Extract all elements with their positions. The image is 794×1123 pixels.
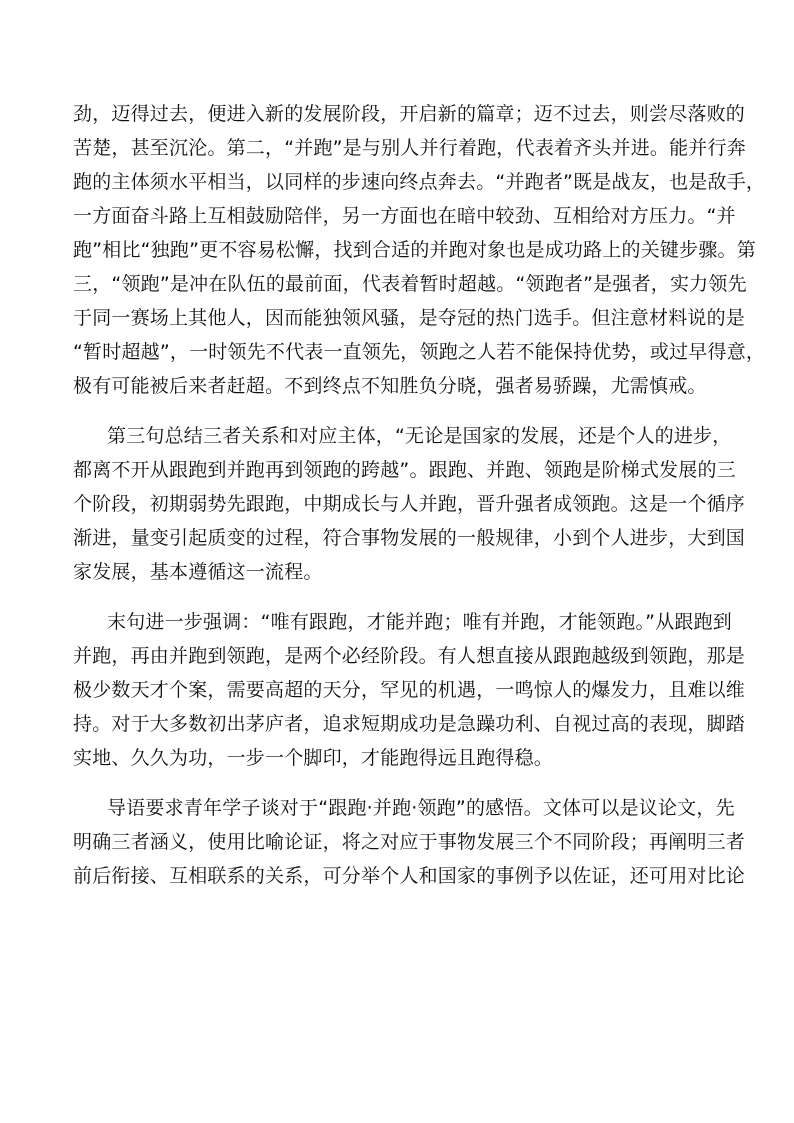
- paragraph-gap: [73, 403, 725, 419]
- text-line: 持。对于大多数初出茅庐者，追求短期成功是急躁功利、自视过高的表现，脚踏: [73, 713, 746, 735]
- text-line: 末句进一步强调：“唯有跟跑，才能并跑；唯有并跑，才能领跑。”从跟跑到: [107, 611, 732, 633]
- text-line: 极少数天才个案，需要高超的天分，罕见的机遇，一鸣惊人的爆发力，且难以维: [73, 679, 746, 701]
- text-line: 都离不开从跟跑到并跑再到领跑的跨越”。跟跑、并跑、领跑是阶梯式发展的三: [73, 459, 736, 481]
- paragraph-gap: [73, 775, 725, 791]
- text-line: 渐进，量变引起质变的过程，符合事物发展的一般规律，小到个人进步，大到国: [73, 527, 746, 549]
- text-line: 苦楚，甚至沉沦。第二，“并跑”是与别人并行着跑，代表着齐头并进。能并行奔: [73, 137, 746, 159]
- text-line: 家发展，基本遵循这一流程。: [73, 561, 323, 583]
- text-line: 第三句总结三者关系和对应主体，“无论是国家的发展，还是个人的进步，: [107, 425, 732, 447]
- paragraph-1: [73, 97, 766, 403]
- paragraph-2: [73, 419, 746, 589]
- paragraph-4: [73, 791, 746, 893]
- text-line: 并跑，再由并跑到领跑，是两个必经阶段。有人想直接从跟跑越级到领跑，那是: [73, 645, 746, 667]
- text-line: 于同一赛场上其他人，因而能独领风骚，是夺冠的热门选手。但注意材料说的是: [73, 307, 746, 329]
- paragraph-3: [73, 605, 746, 775]
- text-line: 导语要求青年学子谈对于“跟跑·并跑·领跑”的感悟。文体可以是议论文，先: [107, 797, 735, 819]
- text-line: 明确三者涵义，使用比喻论证，将之对应于事物发展三个不同阶段；再阐明三者: [73, 831, 746, 853]
- text-line: 极有可能被后来者赶超。不到终点不知胜负分晓，强者易骄躁，尤需慎戒。: [73, 375, 707, 397]
- text-line: 劲，迈得过去，便进入新的发展阶段，开启新的篇章；迈不过去，则尝尽落败的: [73, 103, 746, 125]
- document-body: [73, 97, 766, 893]
- text-line: 三，“领跑”是冲在队伍的最前面，代表着暂时超越。“领跑者”是强者，实力领先: [73, 273, 747, 295]
- text-line: 跑”相比“独跑”更不容易松懈，找到合适的并跑对象也是成功路上的关键步骤。第: [73, 239, 756, 261]
- text-line: 一方面奋斗路上互相鼓励陪伴，另一方面也在暗中较劲、互相给对方压力。“并: [73, 205, 736, 227]
- paragraph-gap: [73, 589, 725, 605]
- text-line: 个阶段，初期弱势先跟跑，中期成长与人并跑，晋升强者成领跑。这是一个循序: [73, 493, 746, 515]
- text-line: 前后衔接、互相联系的关系，可分举个人和国家的事例予以佐证，还可用对比论: [73, 865, 746, 887]
- text-line: 跑的主体须水平相当，以同样的步速向终点奔去。“并跑者”既是战友，也是敌手，: [73, 171, 766, 193]
- text-line: 实地、久久为功，一步一个脚印，才能跑得远且跑得稳。: [73, 747, 554, 769]
- text-line: “暂时超越”，一时领先不代表一直领先，领跑之人若不能保持优势，或过早得意，: [73, 341, 766, 363]
